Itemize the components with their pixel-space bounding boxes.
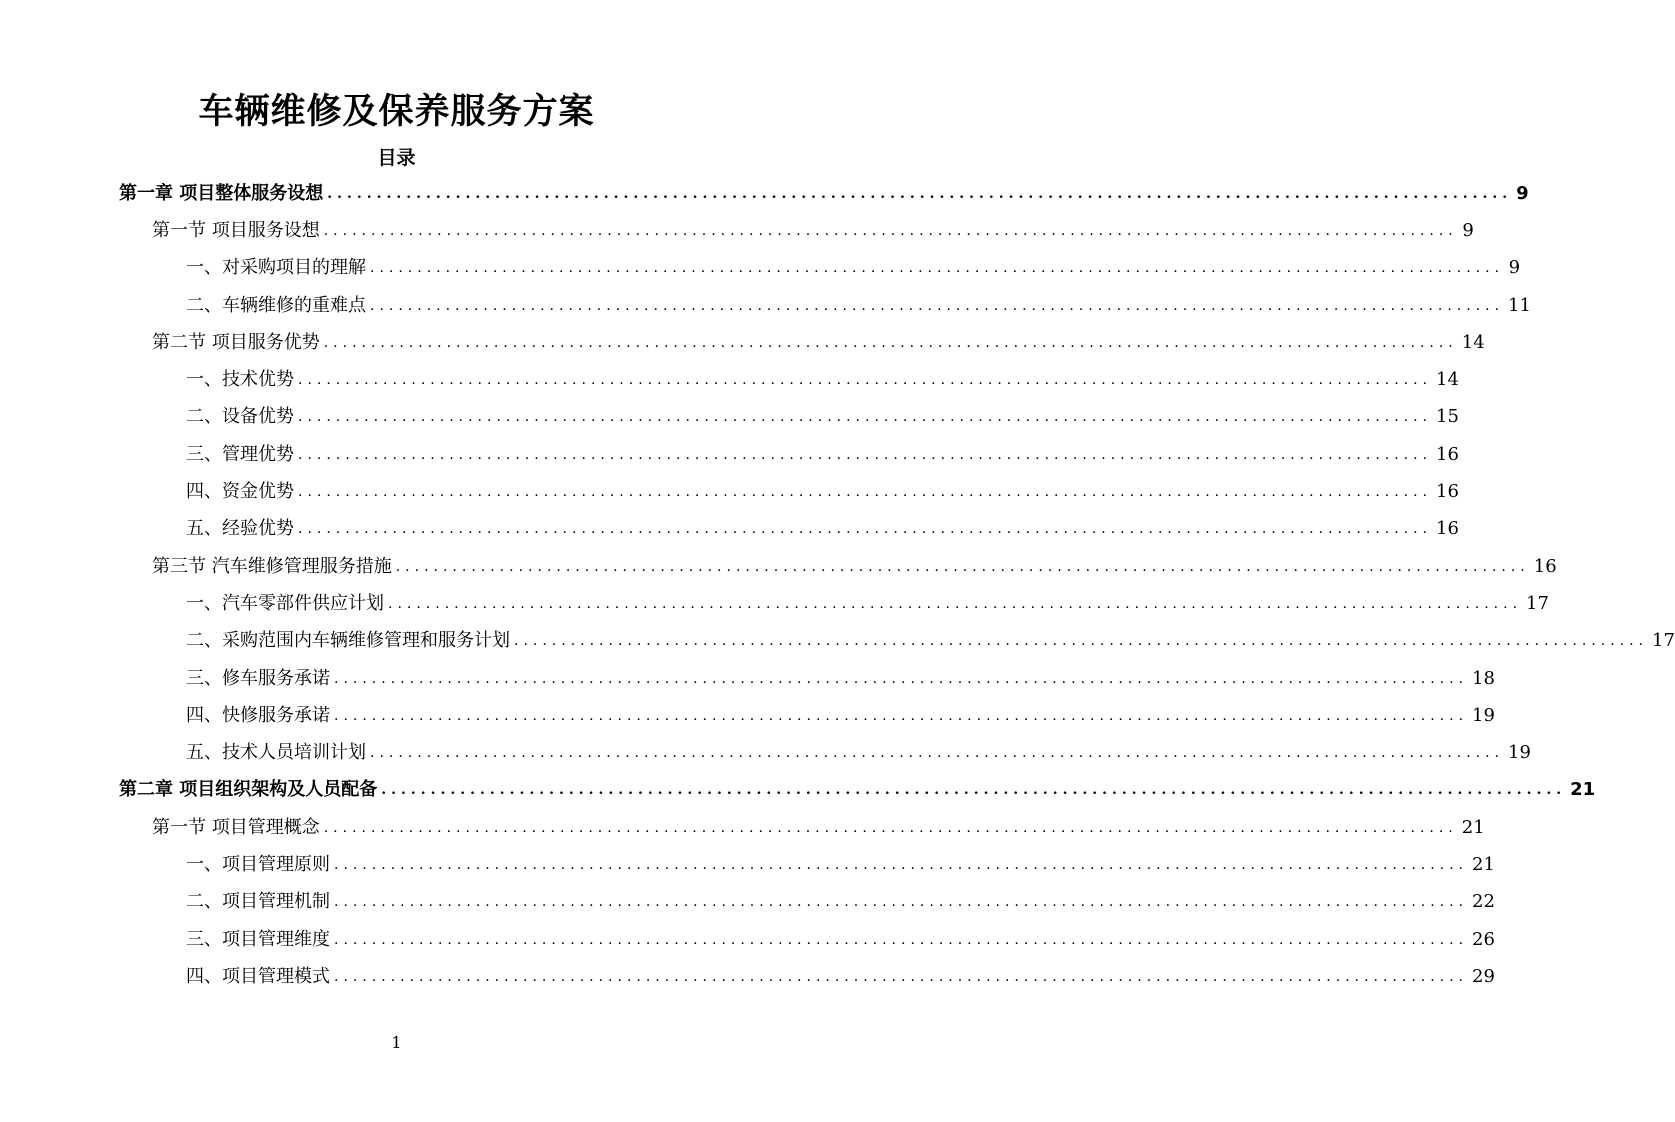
toc-entry-text: 四、资金优势 [186,481,294,503]
toc-entry-text: 一、汽车零部件供应计划 [186,592,384,614]
toc-dot-leader: ........................................................................................................................ [334,670,1469,687]
toc-dot-leader: ........................................................................................................................ [381,782,1567,799]
toc-dot-leader: ........................................................................................................................ [327,185,1513,202]
toc-entry-page: 29 [1472,965,1495,987]
toc-dot-leader: ........................................................................................................................ [298,484,1433,501]
toc-entry-level-2[interactable] [0,548,1557,585]
toc-entry-page: 9 [1462,219,1474,241]
toc-entry-level-3[interactable] [0,697,1495,734]
toc-entry-page: 21 [1461,816,1485,838]
toc-entry-text: 四、快修服务承诺 [186,704,330,726]
toc-entry-level-2[interactable] [0,324,1485,361]
toc-entry-text: 四、项目管理模式 [186,965,330,987]
table-of-contents [0,175,1675,996]
toc-dot-leader: ........................................................................................................................ [334,931,1469,948]
toc-entry-page: 21 [1570,779,1596,801]
toc-entry-level-3[interactable] [0,958,1495,995]
toc-entry-level-3[interactable] [0,623,1675,660]
toc-dot-leader: ........................................................................................................................ [323,819,1458,836]
toc-dot-leader: ........................................................................................................................ [334,894,1469,911]
toc-entry-text: 第三节 汽车维修管理服务措施 [152,555,392,577]
toc-dot-leader: ........................................................................................................................ [298,409,1433,426]
toc-entry-level-3[interactable] [0,361,1459,398]
page-number: 1 [391,1033,402,1052]
toc-entry-level-3[interactable] [0,846,1495,883]
toc-dot-leader: ........................................................................................................................ [334,968,1469,985]
toc-dot-leader: ........................................................................................................................ [370,745,1505,762]
toc-entry-level-3[interactable] [0,921,1495,958]
toc-dot-leader: ........................................................................................................................ [298,446,1433,463]
toc-entry-level-3[interactable] [0,734,1531,771]
toc-entry-page: 17 [1526,592,1549,614]
toc-entry-level-3[interactable] [0,250,1521,287]
toc-entry-level-2[interactable] [0,809,1485,846]
toc-entry-text: 三、项目管理维度 [186,928,330,950]
toc-entry-page: 16 [1436,481,1459,503]
toc-entry-page: 14 [1461,331,1485,353]
toc-entry-level-1[interactable] [0,772,1596,809]
toc-entry-page: 11 [1508,294,1531,316]
toc-entry-level-3[interactable] [0,884,1495,921]
toc-entry-level-3[interactable] [0,287,1531,324]
toc-dot-leader: ........................................................................................................................ [514,633,1649,650]
toc-entry-level-3[interactable] [0,585,1549,622]
toc-entry-level-3[interactable] [0,436,1459,473]
toc-dot-leader: ........................................................................................................................ [298,372,1433,389]
toc-entry-page: 21 [1472,853,1495,875]
toc-dot-leader: ........................................................................................................................ [395,558,1530,575]
toc-entry-text: 五、技术人员培训计划 [186,742,366,764]
toc-dot-leader: ........................................................................................................................ [388,595,1523,612]
toc-entry-text: 第二章 项目组织架构及人员配备 [119,779,378,801]
toc-entry-text: 三、修车服务承诺 [186,667,330,689]
toc-entry-level-3[interactable] [0,660,1495,697]
toc-entry-text: 第一节 项目管理概念 [152,816,320,838]
toc-entry-level-1[interactable] [0,175,1529,212]
toc-dot-leader: ........................................................................................................................ [370,297,1505,314]
toc-entry-page: 16 [1533,555,1557,577]
toc-entry-page: 9 [1516,182,1529,204]
toc-entry-page: 19 [1472,704,1495,726]
toc-dot-leader: ........................................................................................................................ [298,521,1433,538]
toc-entry-level-2[interactable] [0,212,1474,249]
document-title: 车辆维修及保养服务方案 [198,92,595,132]
toc-entry-text: 五、经验优势 [186,518,294,540]
toc-entry-page: 17 [1652,630,1675,652]
toc-entry-page: 9 [1508,257,1521,279]
toc-entry-text: 一、项目管理原则 [186,853,330,875]
toc-entry-text: 一、对采购项目的理解 [186,257,366,279]
toc-entry-text: 二、采购范围内车辆维修管理和服务计划 [186,630,510,652]
toc-entry-page: 26 [1472,928,1495,950]
toc-entry-page: 14 [1436,369,1459,391]
toc-dot-leader: ........................................................................................................................ [334,707,1469,724]
toc-entry-text: 一、技术优势 [186,369,294,391]
toc-entry-text: 第一章 项目整体服务设想 [119,182,324,204]
toc-dot-leader: ........................................................................................................................ [334,856,1469,873]
toc-dot-leader: ........................................................................................................................ [323,222,1458,239]
toc-dot-leader: ........................................................................................................................ [323,334,1458,351]
toc-entry-page: 15 [1436,406,1459,428]
toc-entry-text: 二、项目管理机制 [186,891,330,913]
toc-entry-text: 第二节 项目服务优势 [152,331,320,353]
toc-entry-level-3[interactable] [0,511,1459,548]
toc-entry-text: 二、车辆维修的重难点 [186,294,366,316]
toc-entry-level-3[interactable] [0,399,1459,436]
toc-dot-leader: ........................................................................................................................ [370,260,1505,277]
toc-entry-text: 二、设备优势 [186,406,294,428]
toc-entry-text: 三、管理优势 [186,443,294,465]
toc-heading: 目录 [377,147,416,169]
toc-entry-level-3[interactable] [0,473,1459,510]
toc-entry-page: 22 [1472,891,1495,913]
toc-entry-page: 18 [1472,667,1495,689]
toc-entry-page: 16 [1436,518,1459,540]
toc-entry-text: 第一节 项目服务设想 [152,219,320,241]
toc-entry-page: 19 [1508,742,1531,764]
toc-entry-page: 16 [1436,443,1459,465]
